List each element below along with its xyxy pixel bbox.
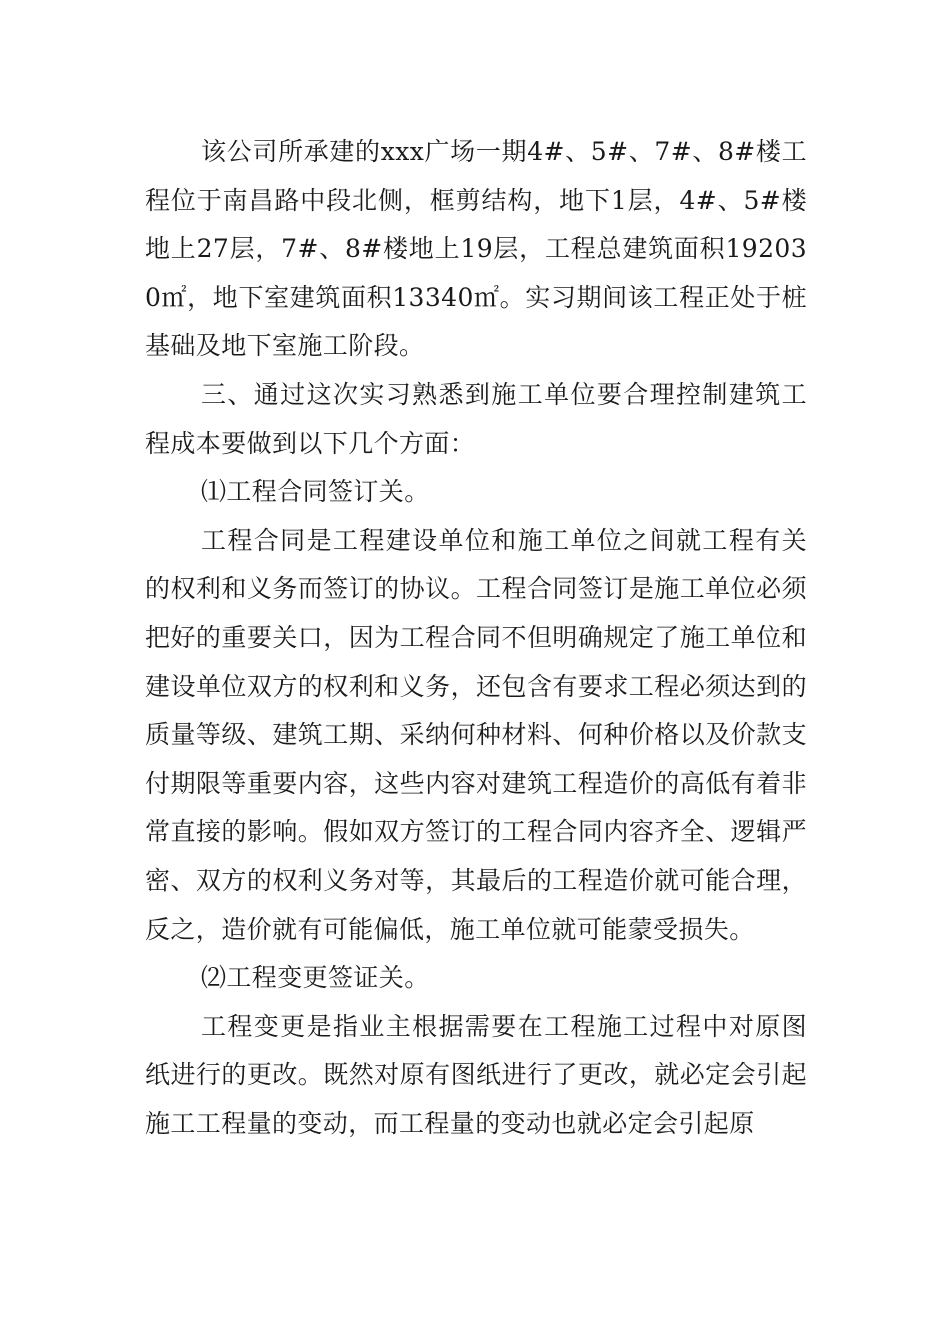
paragraph-section-three-heading: 三、通过这次实习熟悉到施工单位要合理控制建筑工程成本要做到以下几个方面： bbox=[145, 379, 807, 458]
paragraph-item-1-heading: ⑴工程合同签订关。 bbox=[201, 477, 430, 507]
paragraph-contract-signing: 工程合同是工程建设单位和施工单位之间就工程有关的权利和义务而签订的协议。工程合同签订是施工单位必须把好的重要关口，因为工程合同不但明确规定了施工单位和建设单位双方的权利和义务，还包含有要求工程必须达到的质量等级、建筑工期、采纳何种材料、何种价格以及价款支付期限等重要内容，这些内容对建筑工程造价的高低有着非常直接的影响。假如双方签订的工程合同内容齐全、逻辑严密、双方的权利义务对等，其最后的工程造价就可能合理，反之，造价就有可能偏低，施工单位就可能蒙受损失。 bbox=[145, 525, 807, 944]
document-body bbox=[145, 128, 807, 1148]
paragraph-project-overview: 该公司所承建的xxx广场一期4#、5#、7#、8#楼工程位于南昌路中段北侧，框剪结构，地下1层，4#、5#楼地上27层，7#、8#楼地上19层，工程总建筑面积192030㎡，地下室建筑面积13340㎡。实习期间该工程正处于桩基础及地下室施工阶段。 bbox=[145, 137, 807, 361]
paragraph-engineering-change: 工程变更是指业主根据需要在工程施工过程中对原图纸进行的更改。既然对原有图纸进行了更改，就必定会引起施工工程量的变动，而工程量的变动也就必定会引起原 bbox=[145, 1011, 807, 1138]
paragraph-item-2-heading: ⑵工程变更签证关。 bbox=[201, 963, 430, 993]
